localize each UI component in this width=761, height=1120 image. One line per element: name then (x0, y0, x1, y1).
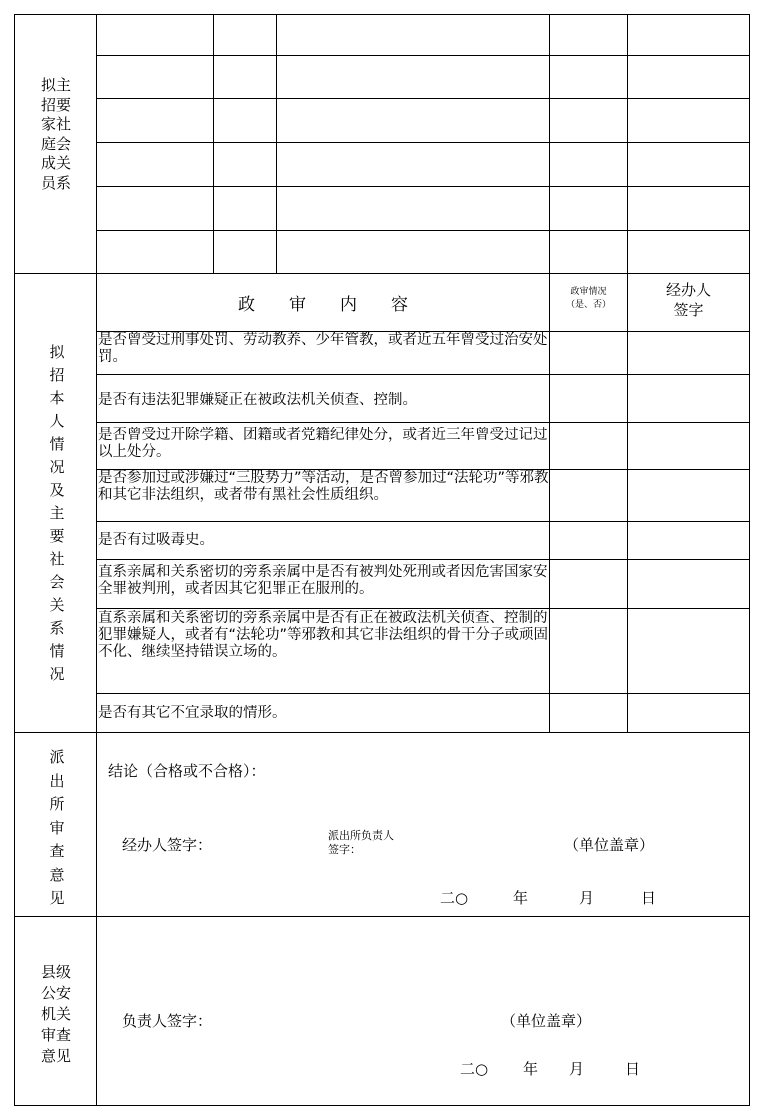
family-row-line (96, 186, 750, 187)
county-date-year-label: 年 (523, 1060, 539, 1078)
officer-signature-label: 经办人签字： (122, 836, 213, 854)
county-date-day-label: 日 (625, 1060, 641, 1078)
question-row-line (96, 374, 750, 375)
date-year-prefix: 二○ (440, 889, 469, 907)
question-row-line (96, 693, 750, 694)
question-4: 是否参加过或涉嫌过“三股势力”等活动，是否曾参加过“法轮功”等邪教和其它非法组织，或者带有黑社会性质组织。 (98, 470, 549, 503)
family-row-line (96, 55, 750, 56)
date-day-label: 日 (641, 889, 657, 907)
question-3: 是否曾受过开除学籍、团籍或者党籍纪律处分，或者近三年曾受过记过以上处分。 (98, 427, 548, 460)
date-year-label: 年 (513, 889, 529, 907)
section-divider (14, 273, 750, 274)
section-divider (14, 732, 750, 733)
conclusion-label: 结论（合格或不合格）： (108, 762, 266, 780)
political-section-label: 拟 招 本 人 情 况 及 主 要 社 会 关 系 情 况 (49, 343, 65, 683)
question-1: 是否曾受过刑事处罚、劳动教养、少年管教，或者近五年曾受过治安处罚。 (98, 332, 548, 365)
county-head-signature-label: 负责人签字： (122, 1012, 213, 1030)
county-date-month-label: 月 (569, 1060, 585, 1078)
question-row-line (96, 608, 750, 609)
date-month-label: 月 (579, 889, 595, 907)
border-bottom (14, 1105, 750, 1106)
family-column-line (276, 14, 277, 273)
county-police-section-label: 县级 公安 机关 审查 意见 (40, 963, 71, 1065)
family-row-line (96, 142, 750, 143)
county-unit-seal-label: （单位盖章） (501, 1012, 592, 1030)
unit-seal-label: （单位盖章） (564, 836, 655, 854)
header-review-content: 政 审 内 容 (238, 295, 408, 315)
police-station-section-label: 派 出 所 审 查 意 见 (49, 748, 65, 907)
question-row-line (96, 559, 750, 560)
question-7: 直系亲属和关系密切的旁系亲属中是否有正在被政法机关侦查、控制的犯罪嫌疑人，或者有“法轮功”等邪教和其它非法组织的骨干分子或顽固不化、继续坚持错误立场的。 (98, 610, 549, 660)
question-row-line (96, 422, 750, 423)
section-divider (14, 916, 750, 917)
question-8: 是否有其它不宜录取的情形。 (98, 705, 287, 721)
question-2: 是否有违法犯罪嫌疑正在被政法机关侦查、控制。 (98, 392, 417, 408)
station-head-signature-label: 派出所负责人 签字： (328, 829, 394, 856)
county-date-year-prefix: 二○ (460, 1060, 489, 1078)
label-column-divider (96, 14, 97, 1106)
question-row-line (96, 521, 750, 522)
border-left (14, 14, 15, 1106)
border-right (749, 14, 750, 1106)
family-row-line (96, 230, 750, 231)
header-review-result: 政审情况 （是、否） (565, 287, 611, 310)
header-officer-signature: 经办人 签字 (665, 281, 711, 319)
family-column-line (213, 14, 214, 273)
question-5: 是否有过吸毒史。 (98, 532, 214, 548)
family-section-label: 拟主 招要 家社 庭会 成关 员系 (40, 76, 71, 192)
question-6: 直系亲属和关系密切的旁系亲属中是否有被判处死刑或者因危害国家安全罪被判刑，或者因其它犯罪正在服刑的。 (98, 564, 548, 597)
border-top (14, 14, 750, 15)
officer-column-line (627, 14, 628, 732)
family-row-line (96, 98, 750, 99)
political-review-form (14, 14, 750, 1106)
